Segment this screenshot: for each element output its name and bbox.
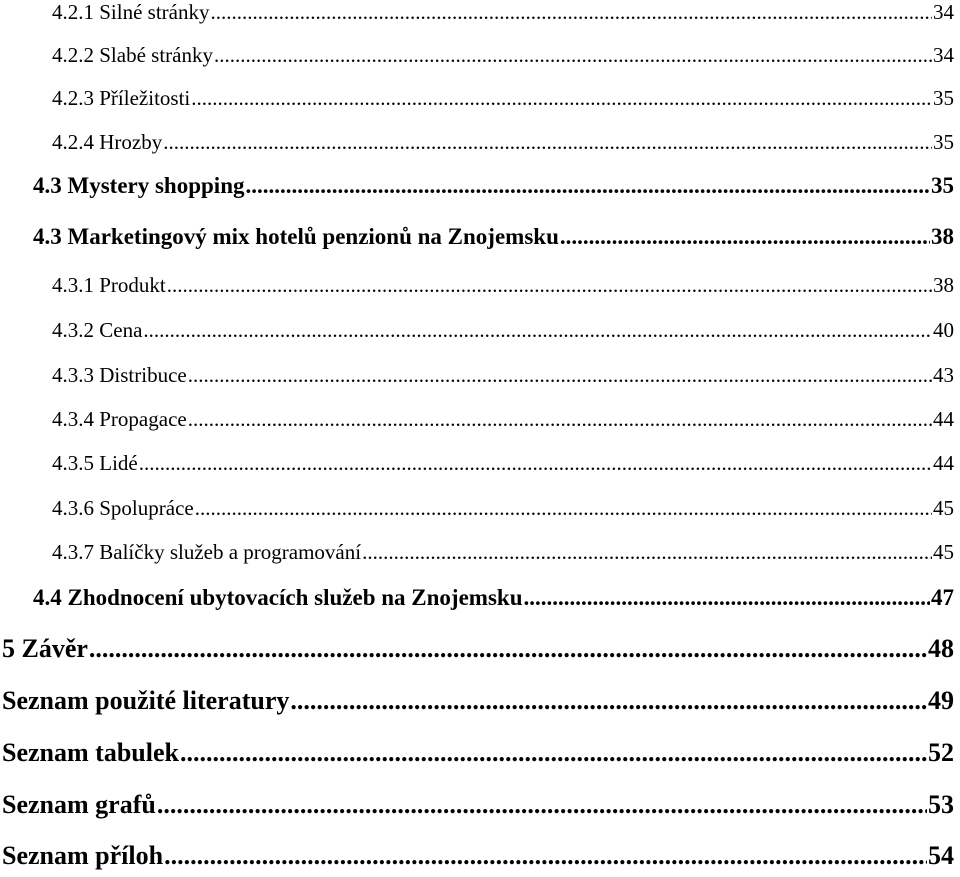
toc-entry-title: 4.2.2 Slabé stránky bbox=[52, 43, 213, 67]
toc-entry-page: 45 bbox=[933, 496, 954, 520]
toc-entry-4-4[interactable] bbox=[33, 585, 954, 611]
toc-entry-seznam-priloh[interactable] bbox=[2, 841, 954, 871]
toc-entry-4-3-1[interactable] bbox=[52, 273, 954, 298]
toc-entry-4-2-2[interactable] bbox=[52, 43, 954, 68]
toc-entry-title: 4.3.3 Distribuce bbox=[52, 363, 187, 387]
toc-entry-4-2-3[interactable] bbox=[52, 86, 954, 111]
toc-entry-5-zaver[interactable] bbox=[2, 634, 954, 664]
toc-entry-page: 35 bbox=[931, 173, 954, 198]
toc-entry-4-3-mystery-shopping[interactable] bbox=[33, 173, 954, 199]
toc-entry-title: 4.2.4 Hrozby bbox=[52, 130, 163, 154]
toc-entry-title: 4.3 Mystery shopping bbox=[33, 173, 245, 198]
toc-entry-page: 35 bbox=[933, 86, 954, 110]
toc-entry-page: 34 bbox=[933, 0, 954, 24]
dot-leader bbox=[214, 43, 932, 68]
dot-leader bbox=[211, 0, 933, 25]
toc-entry-page: 43 bbox=[933, 363, 954, 387]
dot-leader bbox=[167, 273, 932, 298]
toc-entry-page: 48 bbox=[928, 634, 954, 663]
dot-leader bbox=[164, 841, 927, 871]
dot-leader bbox=[163, 130, 932, 155]
toc-entry-title: Seznam příloh bbox=[2, 841, 164, 870]
toc-entry-4-3-2[interactable] bbox=[52, 318, 954, 343]
toc-entry-4-3-3[interactable] bbox=[52, 363, 954, 388]
toc-entry-page: 52 bbox=[928, 738, 954, 767]
toc-entry-title: 4.3 Marketingový mix hotelů penzionů na Znojemsku bbox=[33, 224, 559, 249]
toc-entry-title: Seznam použité literatury bbox=[2, 686, 290, 715]
toc-entry-4-3-6[interactable] bbox=[52, 496, 954, 521]
toc-entry-4-3-7[interactable] bbox=[52, 540, 954, 565]
dot-leader bbox=[362, 540, 932, 565]
dot-leader bbox=[195, 496, 932, 521]
toc-entry-seznam-literatury[interactable] bbox=[2, 686, 954, 716]
toc-entry-title: 4.2.3 Příležitosti bbox=[52, 86, 191, 110]
toc-entry-page: 34 bbox=[933, 43, 954, 67]
toc-entry-page: 44 bbox=[933, 451, 954, 475]
toc-entry-4-3-5[interactable] bbox=[52, 451, 954, 476]
toc-entry-page: 54 bbox=[928, 841, 954, 870]
dot-leader bbox=[560, 224, 930, 250]
toc-entry-title: 4.3.4 Propagace bbox=[52, 407, 187, 431]
toc-entry-title: 4.3.5 Lidé bbox=[52, 451, 138, 475]
dot-leader bbox=[191, 86, 932, 111]
toc-entry-seznam-tabulek[interactable] bbox=[2, 738, 954, 768]
dot-leader bbox=[246, 173, 931, 199]
toc-entry-page: 49 bbox=[928, 686, 954, 715]
dot-leader bbox=[188, 363, 932, 388]
dot-leader bbox=[139, 451, 932, 476]
toc-entry-title: Seznam tabulek bbox=[2, 738, 179, 767]
dot-leader bbox=[290, 686, 927, 716]
dot-leader bbox=[523, 585, 930, 611]
toc-entry-title: 5 Závěr bbox=[2, 634, 88, 663]
toc-entry-page: 53 bbox=[928, 790, 954, 819]
toc-entry-title: 4.3.7 Balíčky služeb a programování bbox=[52, 540, 362, 564]
toc-entry-4-2-4[interactable] bbox=[52, 130, 954, 155]
dot-leader bbox=[89, 634, 927, 664]
toc-entry-page: 44 bbox=[933, 407, 954, 431]
toc-entry-page: 45 bbox=[933, 540, 954, 564]
toc-entry-4-2-1[interactable] bbox=[52, 0, 954, 25]
toc-entry-title: 4.3.2 Cena bbox=[52, 318, 143, 342]
toc-entry-page: 40 bbox=[933, 318, 954, 342]
toc-entry-page: 38 bbox=[931, 224, 954, 249]
toc-entry-page: 47 bbox=[931, 585, 954, 610]
dot-leader bbox=[157, 790, 927, 820]
dot-leader bbox=[180, 738, 927, 768]
dot-leader bbox=[143, 318, 932, 343]
toc-entry-title: 4.2.1 Silné stránky bbox=[52, 0, 210, 24]
toc-entry-title: 4.4 Zhodnocení ubytovacích služeb na Znojemsku bbox=[33, 585, 523, 610]
toc-entry-page: 35 bbox=[933, 130, 954, 154]
toc-entry-title: Seznam grafů bbox=[2, 790, 156, 819]
toc-entry-title: 4.3.6 Spolupráce bbox=[52, 496, 194, 520]
toc-entry-seznam-grafu[interactable] bbox=[2, 790, 954, 820]
toc-entry-4-3-marketingovy-mix[interactable] bbox=[33, 224, 954, 250]
dot-leader bbox=[188, 407, 932, 432]
toc-entry-page: 38 bbox=[933, 273, 954, 297]
toc-entry-title: 4.3.1 Produkt bbox=[52, 273, 166, 297]
toc-entry-4-3-4[interactable] bbox=[52, 407, 954, 432]
